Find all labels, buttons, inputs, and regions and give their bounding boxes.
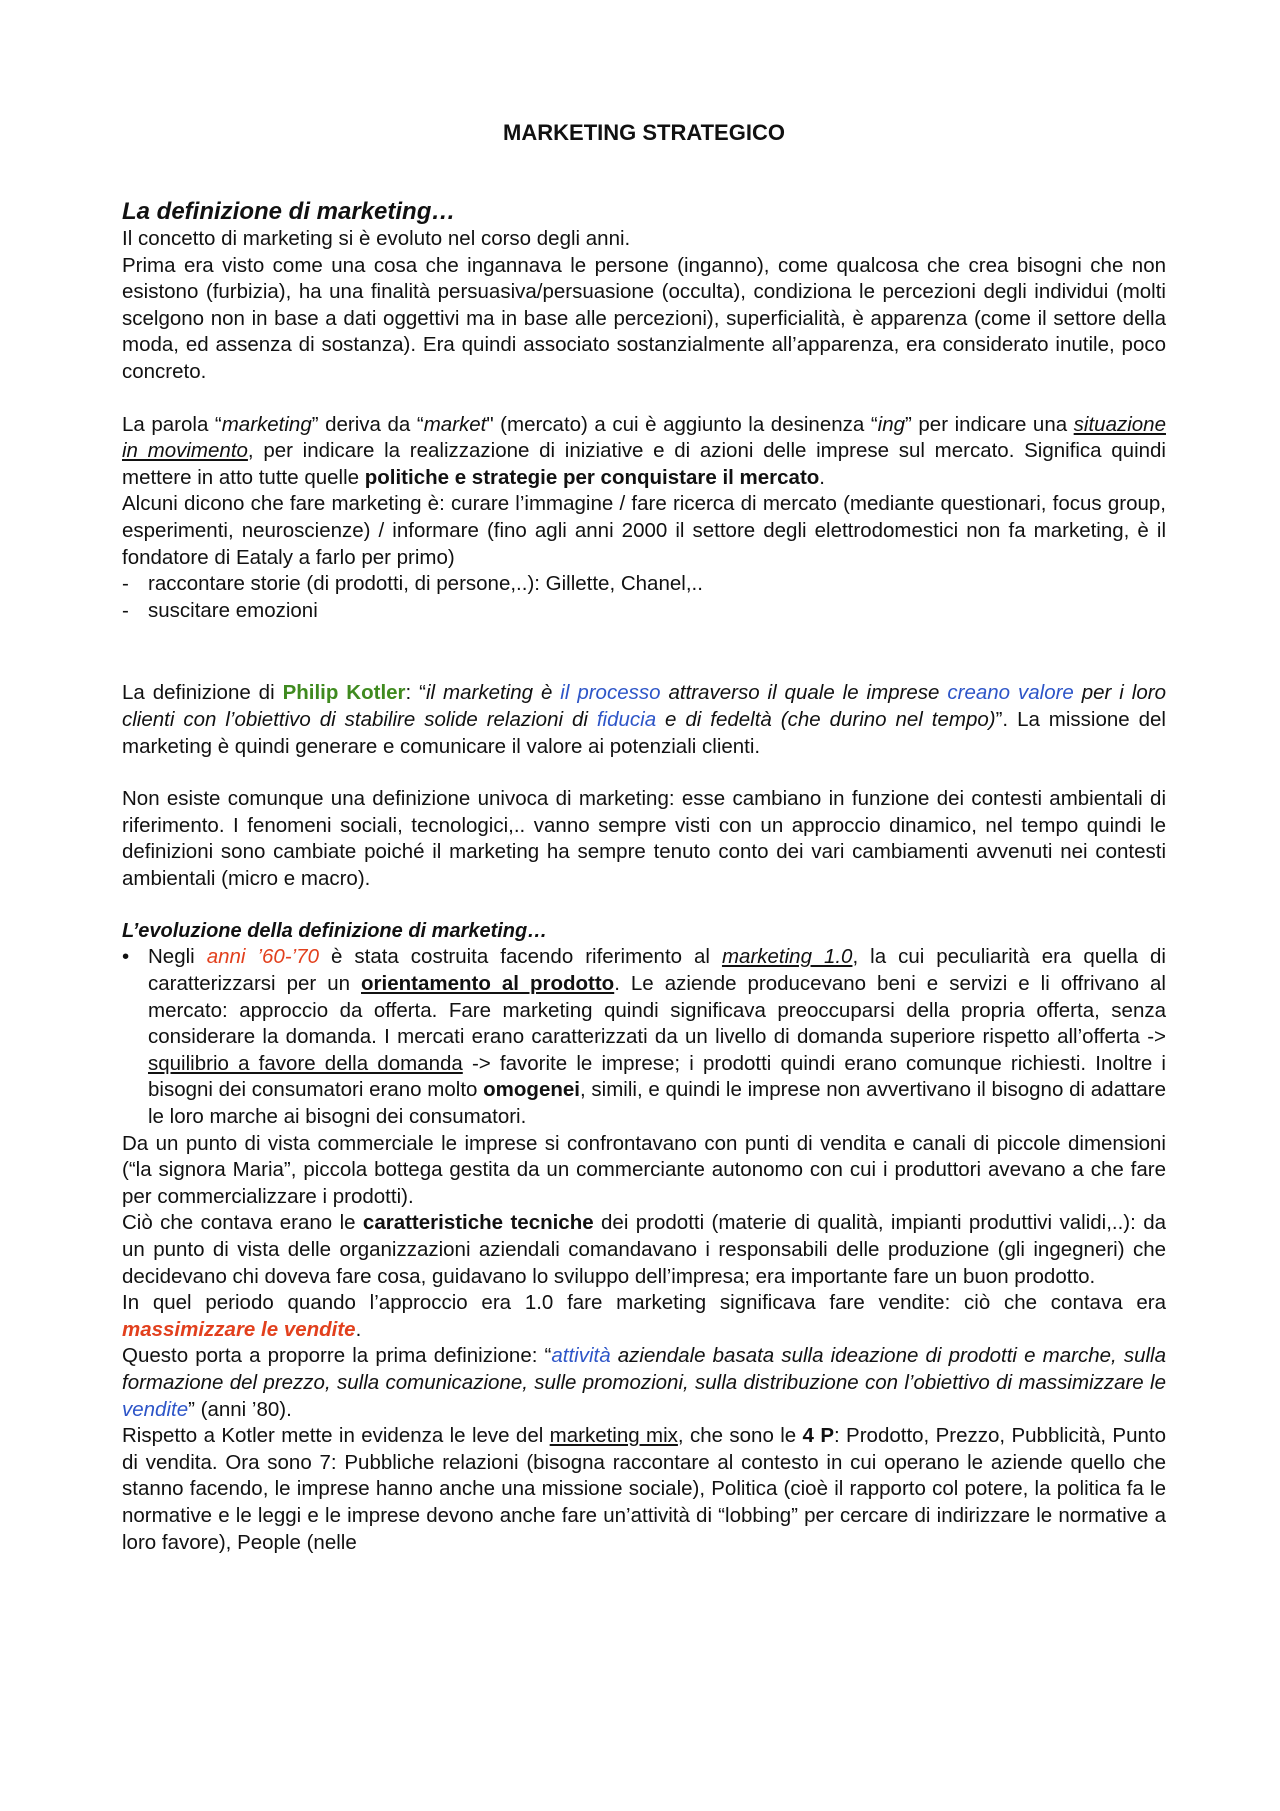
document-page [122, 120, 1166, 1556]
section-heading-definition: La definizione di marketing… [122, 198, 456, 225]
spacer [122, 386, 1166, 412]
list-item: - suscitare emozioni [122, 598, 318, 622]
paragraph-commercial-view: Da un punto di vista commerciale le imprese si confrontavano con punti di vendita e canali di piccole dimensioni (“la signora Maria”, piccola bottega gestita da un commerciante autonomo con cui i produttori avevano a che fare per commercializzare i prodotti). [122, 1131, 1166, 1208]
paragraph-past-view: Prima era visto come una cosa che ingannava le persone (inganno), come qualcosa che crea bisogni che non esistono (furbizia), ha una finalità persuasiva/persuasione (occulta), condiziona le percezioni degli individui (molti scelgono non in base a dati oggettivi ma in base alle percezioni), superficialità, è apparenza (come il settore della moda, ed assenza di sostanza). Era quindi associato sostanzialmente all’apparenza, era considerato inutile, poco concreto. [122, 253, 1166, 383]
term-situazione-in-movimento: situazione in movimento [122, 412, 1166, 463]
bullet-mark: • [122, 945, 130, 969]
paragraph-technical-features: Ciò che contava erano le caratteristiche tecniche dei prodotti (materie di qualità, impianti produttivi validi,..): da un punto di vista delle organizzazioni aziendali comandavano i responsabili delle produzione (gli ingegneri) che decidevano chi doveva fare cosa, guidavano lo sviluppo dell’impresa; era importante fare un buon prodotto. [122, 1211, 1167, 1288]
paragraph-maximize-sales: In quel periodo quando l’approccio era 1.0 fare marketing significava fare vendite: ciò che contava era massimizzare le vendite. [122, 1291, 1166, 1341]
term-politiche-strategie: politiche e strategie per conquistare il mercato [364, 465, 820, 489]
section-heading-evolution: L’evoluzione della definizione di marketing… [122, 920, 548, 943]
spacer [122, 624, 1166, 680]
kotler-name: Philip Kotler [282, 681, 406, 705]
paragraph-first-definition: Questo porta a proporre la prima definizione: “attività aziendale basata sulla ideazione di prodotti e marche, sulla formazione del prezzo, sulla comunicazione, sulle promozioni, sulla distribuzione con l’obiettivo di massimizzare le vendite” (anni ’80). [122, 1344, 1166, 1421]
paragraph-intro: Il concetto di marketing si è evoluto nel corso degli anni. [122, 227, 631, 250]
spacer [122, 760, 1166, 786]
bullet-text: Negli anni ’60-’70 è stata costruita facendo riferimento al marketing 1.0, la cui peculiarità era quella di caratterizzarsi per un orientamento al prodotto. Le aziende producevano beni e servizi e li offrivano al mercato: approccio da offerta. Fare marketing quindi significava preoccuparsi della propria offerta, senza considerare la domanda. I mercati erano caratterizzati da un livello di domanda superiore rispetto all’offerta -> squilibrio a favore della domanda -> favorite le imprese; i prodotti quindi erano comunque richiesti. Inoltre i bisogni dei consumatori erano molto omogenei, simili, e quindi le imprese non avvertivano il bisogno di adattare le loro marche ai bisogni dei consumatori. [148, 945, 1166, 1129]
list-item: - raccontare storie (di prodotti, di persone,..): Gillette, Chanel,.. [122, 572, 703, 596]
paragraph-some-say: Alcuni dicono che fare marketing è: curare l’immagine / fare ricerca di mercato (mediante questionari, focus group, esperimenti, neuroscienze) / informare (fino agli anni 2000 il settore degli elettrodomestici non fa marketing, è il fondatore di Eataly a farlo per primo) [122, 492, 1166, 569]
bullet-item-marketing-1-0 [122, 944, 1166, 1130]
document-title: MARKETING STRATEGICO [503, 120, 785, 145]
paragraph-no-unique-definition: Non esiste comunque una definizione univoca di marketing: esse cambiano in funzione dei contesti ambientali di riferimento. I fenomeni sociali, tecnologici,.. vanno sempre visti con un approccio dinamico, nel tempo quindi le definizioni sono cambiate poiché il marketing ha sempre tenuto conto dei vari cambiamenti avvenuti nei contesti ambientali (micro e macro). [122, 787, 1166, 890]
dash-list [122, 571, 1166, 624]
paragraph-kotler-definition: La definizione di Philip Kotler: “il marketing è il processo attraverso il quale le imprese creano valore per i loro clienti con l’obiettivo di stabilire solide relazioni di fiducia e di fedeltà (che durino nel tempo)”. La missione del marketing è quindi generare e comunicare il valore ai potenziali clienti. [122, 681, 1166, 758]
spacer [122, 892, 1166, 918]
paragraph-marketing-mix: Rispetto a Kotler mette in evidenza le leve del marketing mix, che sono le 4 P: Prodotto, Prezzo, Pubblicità, Punto di vendita. Ora sono 7: Pubbliche relazioni (bisogna raccontare al contesto in cui operano le aziende quello che stanno facendo, le imprese hanno anche una missione sociale), Politica (cioè il rapporto col potere, la politica fa le normative e le leggi e le imprese devono anche fare un’attività di “lobbing” per cercare di indirizzare le normative a loro favore), People (nelle [122, 1424, 1166, 1554]
paragraph-word-origin: La parola “marketing” deriva da “market" (mercato) a cui è aggiunto la desinenza “ing” per indicare una situazione in movimento, per indicare la realizzazione di iniziative e di azioni delle imprese sul mercato. Significa quindi mettere in atto tutte quelle politiche e strategie per conquistare il mercato. [122, 412, 1166, 489]
